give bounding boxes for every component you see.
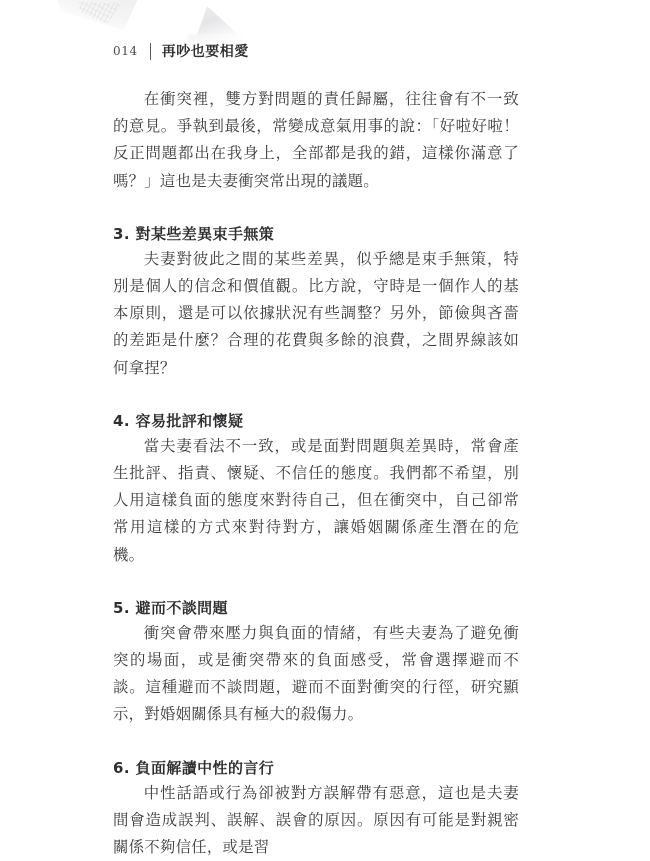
- running-header: [113, 40, 249, 62]
- page-number: 014: [113, 44, 138, 58]
- paragraph-spacer: [113, 569, 519, 596]
- section-paragraph-5: 衝突會帶來壓力與負面的情緒，有些夫妻為了避免衝突的場面，或是衝突帶來的負面感受，常會選擇避而不談。這種避而不談問題，避而不面對衝突的行徑，研究顯示，對婚姻關係具有極大的殺傷力。: [113, 623, 519, 724]
- page-corner-fold-artifact-left: [52, 0, 144, 30]
- paragraph-spacer: [113, 729, 519, 756]
- intro-paragraph: 在衝突裡，雙方對問題的責任歸屬，往往會有不一致的意見。爭執到最後，常變成意氣用事的說：「好啦好啦！反正問題都出在我身上，全部都是我的錯，這樣你滿意了嗎？」這也是夫妻衝突常出現的議題。: [113, 90, 519, 190]
- section-heading-3: 3. 對某些差異束手無策: [113, 224, 275, 243]
- page-corner-fold-artifact-center: [196, 6, 242, 38]
- text-column: [113, 86, 519, 861]
- section-heading-4: 4. 容易批評和懷疑: [113, 411, 244, 430]
- section-paragraph-4: 當夫妻看法不一致，或是面對問題與差異時，常會產生批評、指責、懷疑、不信任的態度。我們都不希望，別人用這樣負面的態度來對待自己，但在衝突中，自己卻常常用這樣的方式來對待對方，讓婚姻關係產生潛在的危機。: [113, 436, 519, 564]
- page-corner-texture-artifact: [78, 2, 122, 24]
- book-title: 再吵也要相愛: [161, 44, 249, 60]
- section-paragraph-6: 中性話語或行為卻被對方誤解帶有惡意，這也是夫妻間會造成誤判、誤解、誤會的原因。原因有可能是對親密關係不夠信任，或是習: [113, 783, 519, 857]
- section-paragraph-3: 夫妻對彼此之間的某些差異，似乎總是束手無策，特別是個人的信念和價值觀。比方說，守時是一個作人的基本原則，還是可以依據狀況有些調整？另外，節儉與吝嗇的差距是什麼？合理的花費與多餘的浪費，之間界線該如何拿捏？: [113, 249, 519, 377]
- section-heading-5: 5. 避而不談問題: [113, 598, 228, 617]
- paragraph-spacer: [113, 195, 519, 222]
- header-divider: [150, 43, 151, 60]
- section-heading-6: 6. 負面解讀中性的言行: [113, 758, 275, 777]
- paragraph-spacer: [113, 382, 519, 409]
